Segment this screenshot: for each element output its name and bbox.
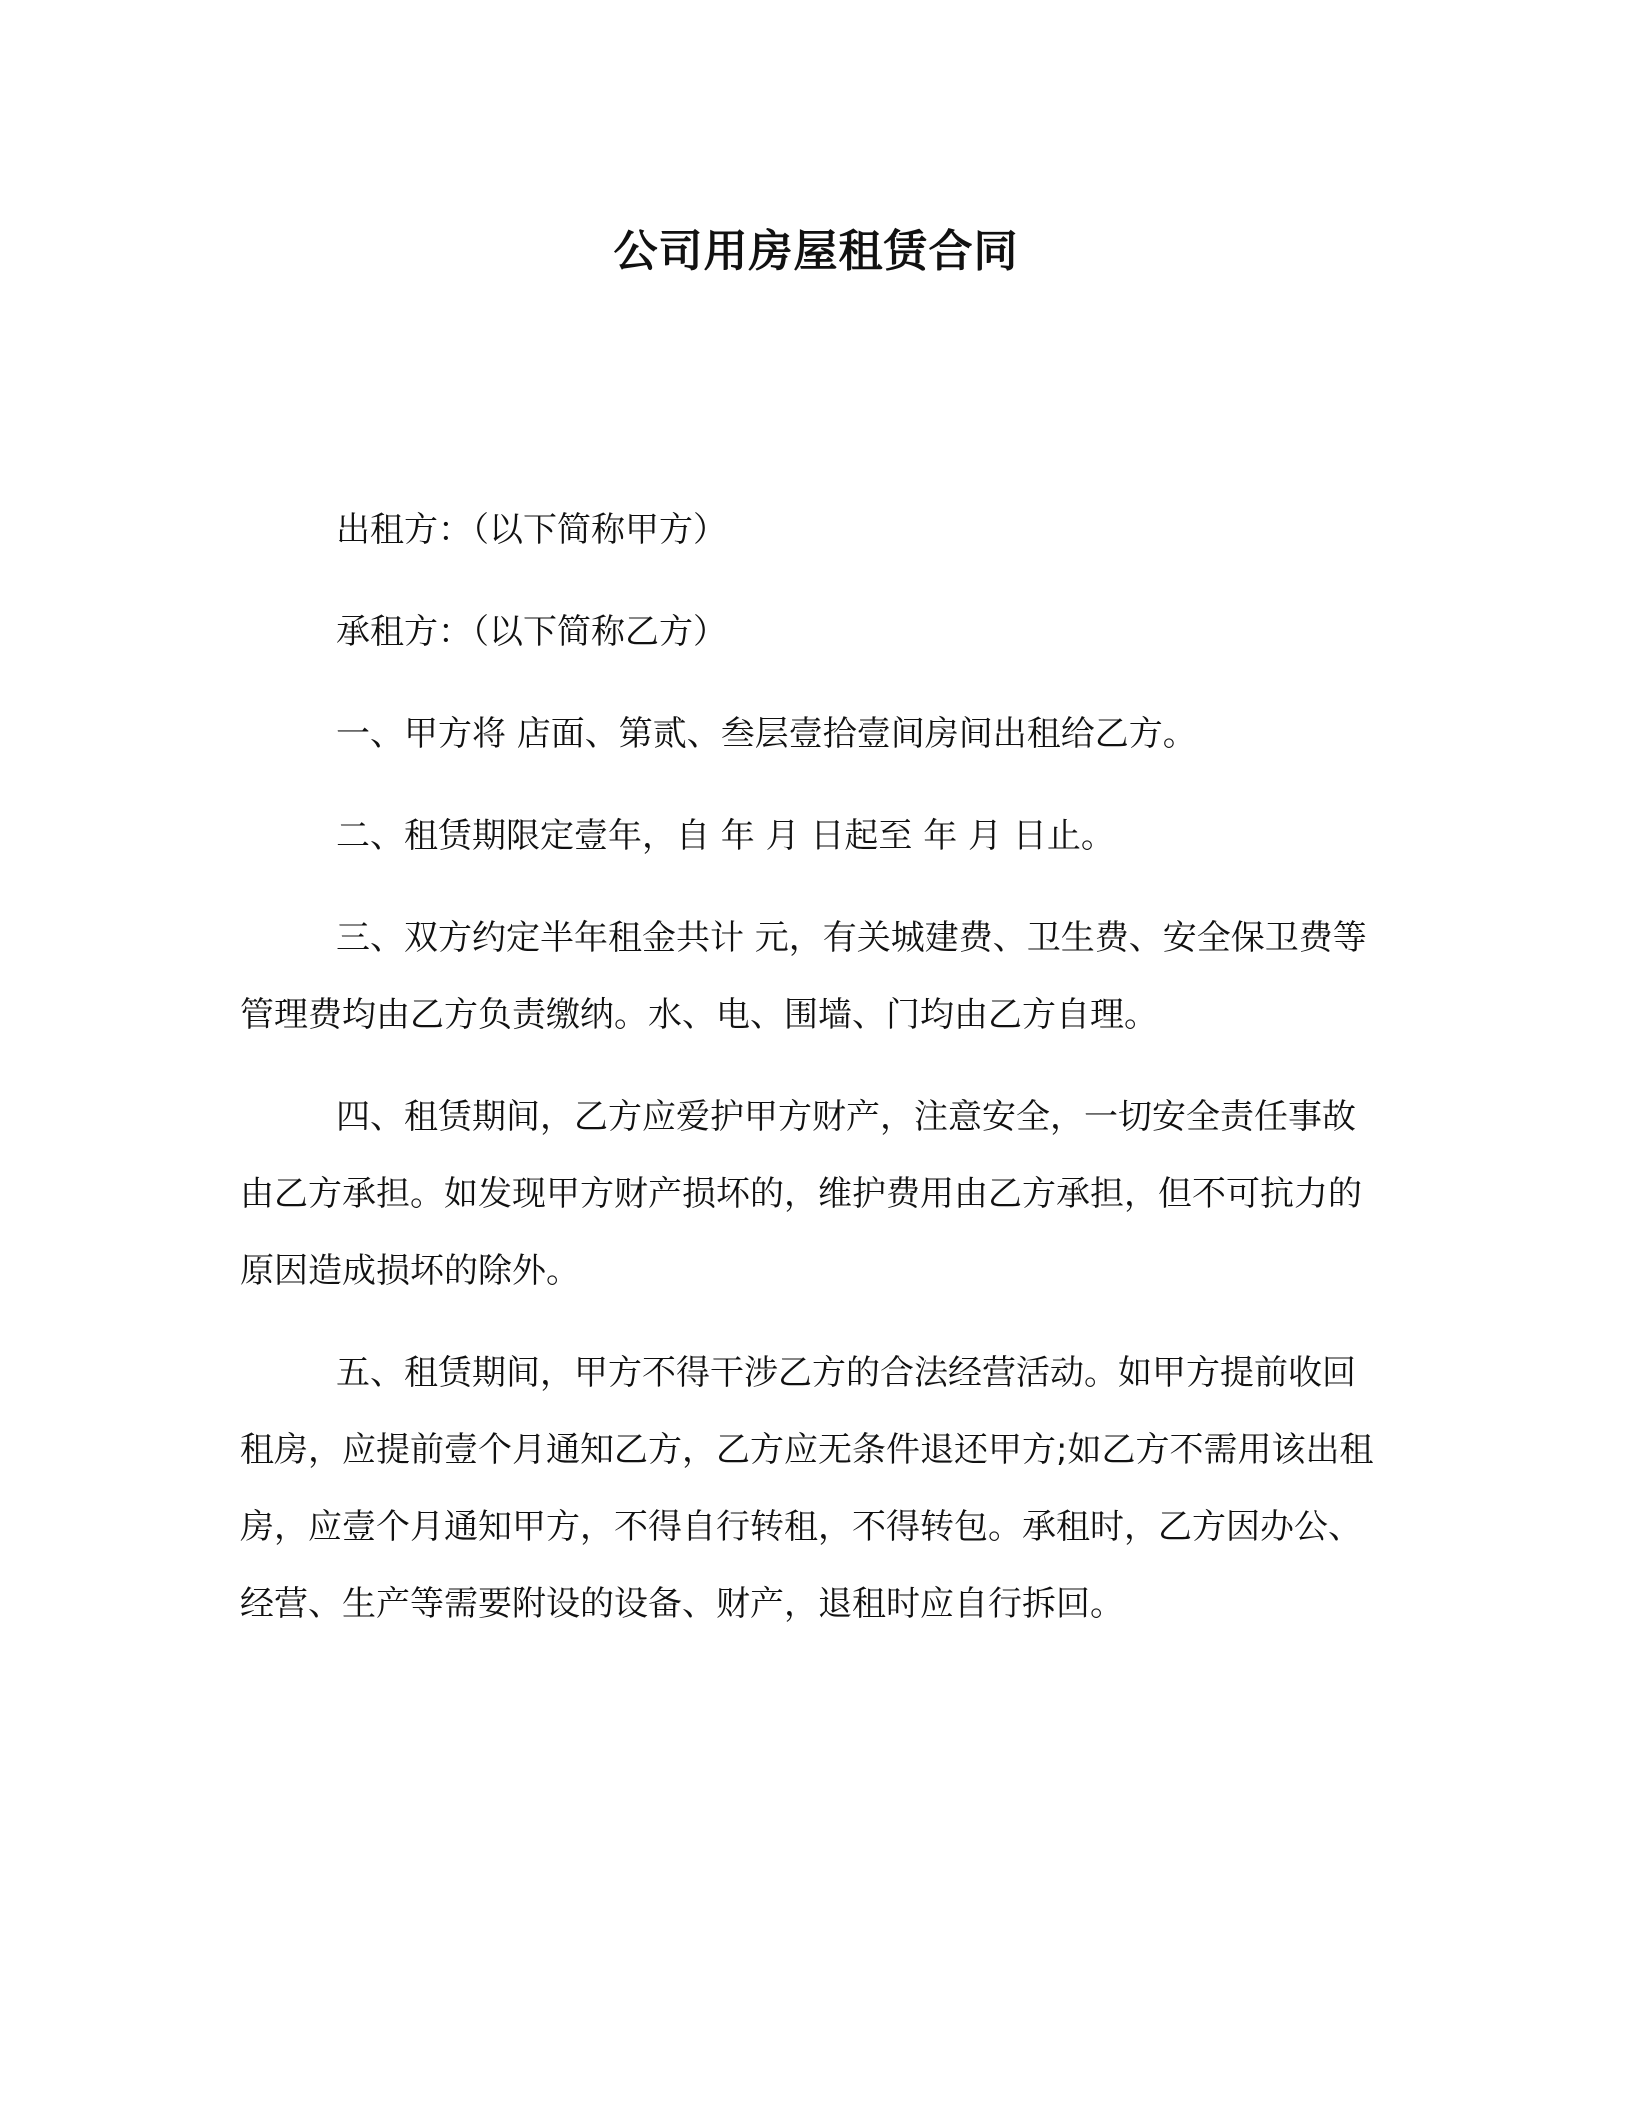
clause-5: 五、租赁期间，甲方不得干涉乙方的合法经营活动。如甲方提前收回租房，应提前壹个月通知乙方，乙方应无条件退还甲方;如乙方不需用该出租房，应壹个月通知甲方，不得自行转租，不得转包。承租时，乙方因办公、经营、生产等需要附设的设备、财产，退租时应自行拆回。 [240, 1353, 1374, 1624]
document-body [240, 492, 1380, 1668]
clause-3: 三、双方约定半年租金共计 元，有关城建费、卫生费、安全保卫费等管理费均由乙方负责缴纳。水、电、围墙、门均由乙方自理。 [240, 918, 1367, 1035]
clause-4: 四、租赁期间，乙方应爱护甲方财产，注意安全，一切安全责任事故由乙方承担。如发现甲方财产损坏的，维护费用由乙方承担，但不可抗力的原因造成损坏的除外。 [240, 1097, 1362, 1291]
clause-1: 一、甲方将 店面、第贰、叁层壹拾壹间房间出租给乙方。 [336, 714, 1197, 754]
clause-2: 二、租赁期限定壹年，自 年 月 日起至 年 月 日止。 [336, 816, 1115, 856]
lessee-line: 承租方：（以下简称乙方） [336, 612, 727, 652]
document-title: 公司用房屋租赁合同 [613, 226, 1019, 277]
lessor-line: 出租方：（以下简称甲方） [336, 510, 727, 550]
